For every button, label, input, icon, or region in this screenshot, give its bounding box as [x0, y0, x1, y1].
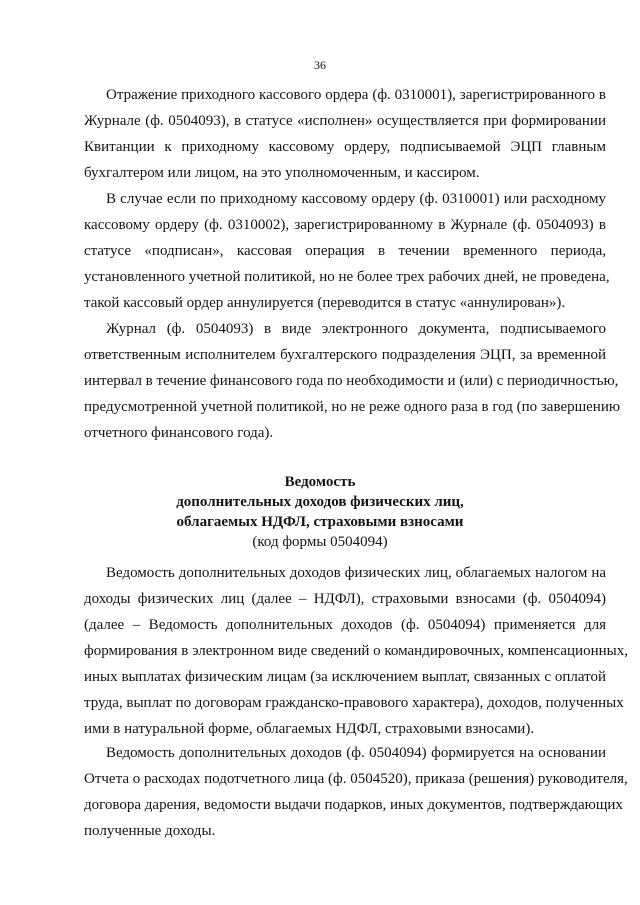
- text-line: предусмотренной учетной политикой, но не реже одного раза в год (по завершению: [84, 399, 621, 415]
- text-line: В случае если по приходному кассовому ордеру (ф. 0310001) или расходному: [106, 191, 606, 207]
- text-line: полученные доходы.: [84, 823, 216, 839]
- text-line: договора дарения, ведомости выдачи подарков, иных документов, подтверждающих: [84, 797, 623, 813]
- text-line: (далее – Ведомость дополнительных доходов (ф. 0504094) применяется для: [84, 617, 606, 633]
- text-line: Ведомость дополнительных доходов (ф. 0504094) формируется на основании: [106, 745, 606, 761]
- text-line: иных выплатах физическим лицам (за исключением выплат, связанных с оплатой: [84, 669, 606, 685]
- paragraph-statement-definition: [84, 560, 628, 742]
- section-title-line: облагаемых НДФЛ, страховыми взносами: [176, 514, 464, 530]
- text-line: ими в натуральной форме, облагаемых НДФЛ, страховыми взносами).: [84, 721, 535, 737]
- paragraph-statement-basis: [84, 740, 628, 844]
- form-code: (код формы 0504094): [252, 534, 388, 550]
- text-line: такой кассовый ордер аннулируется (переводится в статус «аннулирован»).: [84, 295, 566, 311]
- section-title: [0, 472, 640, 552]
- text-line: Отражение приходного кассового ордера (ф. 0310001), зарегистрированного в: [106, 87, 606, 103]
- text-line: труда, выплат по договорам гражданско-правового характера), доходов, полученных: [84, 695, 624, 711]
- text-line: Квитанции к приходному кассовому ордеру, подписываемой ЭЦП главным: [84, 139, 606, 155]
- paragraph-journal-signing: [84, 316, 621, 446]
- section-title-line: дополнительных доходов физических лиц,: [176, 494, 464, 510]
- text-line: ответственным исполнителем бухгалтерского подразделения ЭЦП, за временной: [84, 347, 606, 363]
- text-line: Журнале (ф. 0504093), в статусе «исполнен» осуществляется при формировании: [84, 113, 606, 129]
- text-line: отчетного финансового года).: [84, 425, 274, 441]
- paragraph-order-cancellation: [84, 186, 610, 316]
- text-line: установленного учетной политикой, но не более трех рабочих дней, не проведена,: [84, 269, 610, 285]
- text-line: Журнал (ф. 0504093) в виде электронного документа, подписываемого: [106, 321, 606, 337]
- text-line: формирования в электронном виде сведений о командировочных, компенсационных,: [84, 643, 628, 659]
- text-line: статусе «подписан», кассовая операция в течении временного периода,: [84, 243, 606, 259]
- text-line: интервал в течение финансового года по необходимости и (или) с периодичностью,: [84, 373, 619, 389]
- text-line: доходы физических лиц (далее – НДФЛ), страховыми взносами (ф. 0504094): [84, 591, 606, 607]
- text-line: кассовому ордеру (ф. 0310002), зарегистрированному в Журнале (ф. 0504093) в: [84, 217, 606, 233]
- text-line: Отчета о расходах подотчетного лица (ф. 0504520), приказа (решения) руководителя,: [84, 771, 628, 787]
- section-title-line: Ведомость: [284, 474, 356, 490]
- page-number: 36: [314, 58, 326, 72]
- paragraph-receipt-order-reflection: [84, 82, 606, 186]
- text-line: бухгалтером или лицом, на это уполномоченным, и кассиром.: [84, 165, 480, 181]
- text-line: Ведомость дополнительных доходов физических лиц, облагаемых налогом на: [106, 565, 606, 581]
